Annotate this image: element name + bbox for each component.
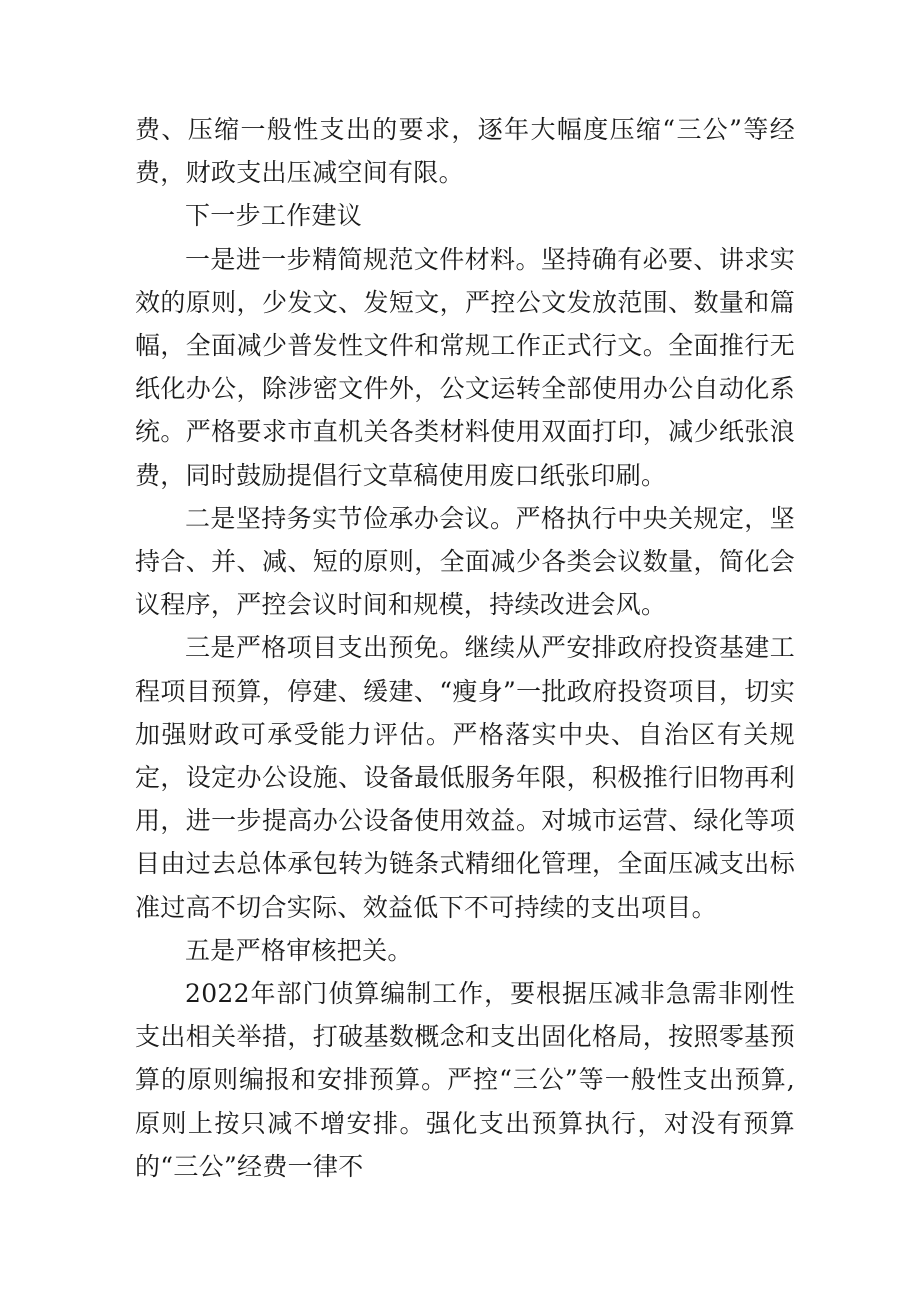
paragraph-suggestion-3: 三是严格项目支出预免。继续从严安排政府投资基建工程项目预算，停建、缓建、“瘦身”一批政府投资项目，切实加强财政可承受能力评估。严格落实中央、自治区有关规定，设定办公设施、设备最低服务年限，积极推行旧物再利用，进一步提高办公设备使用效益。对城市运营、绿化等项目由过去总体承包转为链条式精细化管理，全面压减支出标准过高不切合实际、效益低下不可持续的支出项目。 xyxy=(135,633,795,922)
document-body xyxy=(135,108,795,1188)
next-steps-heading: 下一步工作建议 xyxy=(185,201,363,231)
paragraph-continuation: 费、压缩一般性支出的要求，逐年大幅度压缩“三公”等经费，财政支出压减空间有限。 xyxy=(135,115,795,188)
paragraph-suggestion-2: 二是坚持务实节俭承办会议。严格执行中央关规定，坚持合、并、减、短的原则，全面减少各类会议数量，简化会议程序，严控会议时间和规模，持续改进会风。 xyxy=(135,503,795,620)
paragraph-suggestion-5: 五是严格审核把关。 xyxy=(185,935,413,965)
paragraph-budget-2022: 2022年部门侦算编制工作，要根据压减非急需非刚性支出相关举措，打破基数概念和支出固化格局，按照零基预算的原则编报和安排预算。严控“三公”等一般性支出预算,原则上按只减不增安排。强化支出预算执行，对没有预算的“三公”经费一律不 xyxy=(135,979,795,1181)
paragraph-suggestion-1: 一是进一步精简规范文件材料。坚持确有必要、讲求实效的原则，少发文、发短文，严控公文发放范围、数量和篇幅，全面减少普发性文件和常规工作正式行文。全面推行无纸化办公，除涉密文件外，公文运转全部使用办公自动化系统。严格要求市直机关各类材料使用双面打印，减少纸张浪费，同时鼓励提倡行文草稿使用废口纸张印刷。 xyxy=(135,244,795,490)
